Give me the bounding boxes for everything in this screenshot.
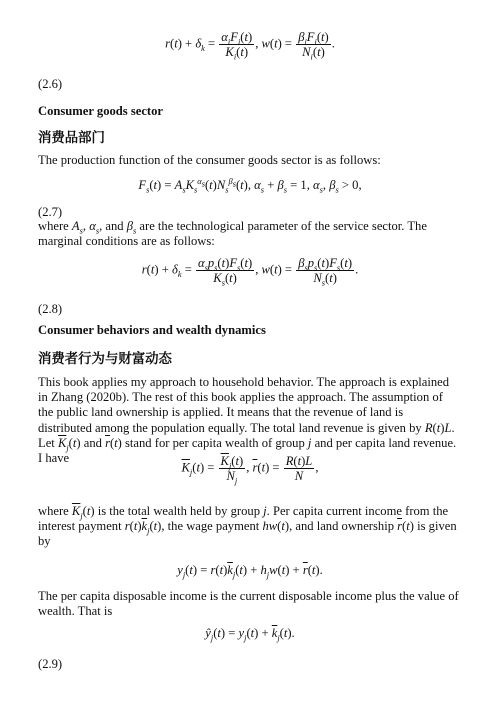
heading-consumer-goods-zh: 消费品部门	[38, 131, 105, 146]
heading-consumer-goods-en: Consumer goods sector	[38, 104, 163, 118]
heading-behaviors-zh: 消费者行为与财富动态	[38, 352, 172, 367]
equation-income: $y_j(t) = r(t)\overline{k}_j(t) + h_jw(t) + \overline{r}(t)$.	[177, 563, 323, 580]
equation-production: $F_s(t) = A_sK_s^{\alpha_s}(t)N_s^{\beta_s}(t)$, $\alpha_s + \beta_s = 1$, $\alpha_s$, $\beta_s > 0$,	[138, 176, 362, 195]
equation-wealth: $\overline{K}_j(t)$ = $\frac{\overline{K}_j(t)}{\overline{N}_j}$ , $\overline{r}(t)$ = $\frac{R(t)L}{N}$ ,	[181, 454, 319, 486]
equation-number-2-7: (2.7)	[38, 205, 63, 219]
equation-number-2-9: (2.9)	[38, 657, 63, 671]
equation-top: $r(t) + \delta_k$ = $\frac{\alpha_iF_i(t)}{K_i(t)}$ , w(t) = $\frac{\beta_iF_i(t)}{N_i(t)}$ .	[165, 30, 335, 62]
equation-disposable: $ŷ_j(t) = y_j(t) + \overline{k}_j(t)$.	[205, 626, 295, 643]
equation-number-2-8: (2.8)	[38, 302, 63, 316]
paragraph-household-behavior: This book applies my approach to household behavior. The approach is explained in Zhang (2020b). The rest of this book applies the approach. The assumption of the public land ownership is applied. It means that the revenue of land is distributed among the population equally. The total land revenue is given by R(t)L. Let $\overline{K}_j(t)$ and $\overline{r}(t)$ stand for per capita wealth of group j and per capita land revenue. I have	[38, 375, 457, 466]
equation-marginal: $r(t) + \delta_k$ = $\frac{\alpha_sp_s(t)F_s(t)}{K_s(t)}$ , w(t) = $\frac{\beta_sp_s(t)F_s(t)}{N_s(t)}$ .	[141, 256, 359, 288]
paragraph-disposable-income: The per capita disposable income is the current disposable income plus the value of wealth. That is	[38, 589, 459, 619]
paragraph-total-wealth: where $\overline{K}_j(t)$ is the total wealth held by group j. Per capita current income from the interest payment $r(t)\overline{k}_j(t)$, the wage payment hw(t), and land ownership $\overline{r}(t)$ is given by	[38, 504, 457, 549]
equation-number-2-6: (2.6)	[38, 77, 63, 91]
paragraph-where-technology: where $A_s$, $\alpha_s$, and $\beta_s$ are the technological parameter of the service sector. The marginal conditions are as follows:	[38, 219, 427, 249]
heading-behaviors-en: Consumer behaviors and wealth dynamics	[38, 323, 266, 337]
paragraph-production: The production function of the consumer goods sector is as follows:	[38, 153, 381, 167]
